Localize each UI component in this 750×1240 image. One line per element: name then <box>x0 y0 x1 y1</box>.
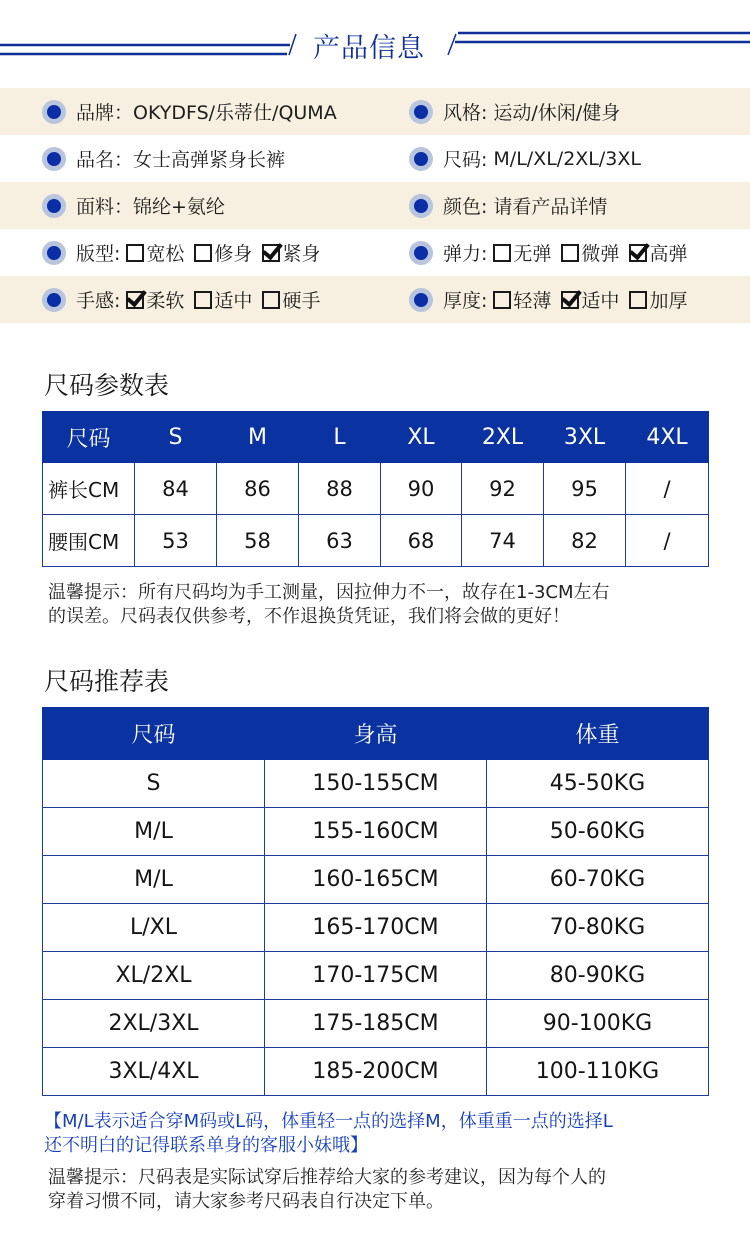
table-cell: 90-100KG <box>487 1000 709 1048</box>
table-cell: 50-60KG <box>487 808 709 856</box>
info-row <box>0 182 750 229</box>
table-cell: 150-155CM <box>265 760 487 808</box>
option-label: 修身 <box>214 243 253 265</box>
option-label: 加厚 <box>649 290 688 312</box>
table-row <box>43 904 709 952</box>
info-row <box>0 135 750 182</box>
info-label: 手感: <box>76 290 121 312</box>
checkbox-unchecked-icon <box>561 244 579 262</box>
bullet-icon <box>42 288 66 312</box>
table-cell: XL/2XL <box>43 952 265 1000</box>
checkbox-checked-icon <box>262 244 280 262</box>
column-header: 体重 <box>487 708 709 760</box>
thickness-option-thick <box>629 286 687 313</box>
info-row <box>0 229 750 276</box>
product-info-list <box>0 88 750 323</box>
table-cell: 155-160CM <box>265 808 487 856</box>
option-label: 轻薄 <box>513 290 552 312</box>
table-cell: 92 <box>462 463 544 515</box>
table-cell: 80-90KG <box>487 952 709 1000</box>
table-cell: 53 <box>135 515 217 567</box>
elasticity-option-high <box>629 239 687 266</box>
recommend-chart-blue-note <box>44 1110 744 1158</box>
info-value: 请看产品详情 <box>493 196 608 218</box>
note-line: 穿着习惯不同，请大家参考尺码表自行决定下单。 <box>48 1191 444 1212</box>
feel-option-hard <box>262 286 320 313</box>
elasticity-option-none <box>493 239 551 266</box>
table-cell: 160-165CM <box>265 856 487 904</box>
checkbox-unchecked-icon <box>194 291 212 309</box>
elasticity-option-slight <box>561 239 619 266</box>
bullet-icon <box>409 147 433 171</box>
column-header: 尺码 <box>43 412 135 463</box>
option-label: 硬手 <box>282 290 321 312</box>
fit-option-slim <box>194 239 252 266</box>
table-row <box>43 952 709 1000</box>
note-line: 温馨提示：尺码表是实际试穿后推荐给大家的参考建议，因为每个人的 <box>48 1167 606 1188</box>
bullet-icon <box>42 147 66 171</box>
thickness-option-medium <box>561 286 619 313</box>
row-label: 裤长CM <box>43 463 135 515</box>
info-material <box>42 192 225 219</box>
checkbox-unchecked-icon <box>493 244 511 262</box>
table-row <box>43 760 709 808</box>
table-cell: 84 <box>135 463 217 515</box>
info-product-name <box>42 145 285 172</box>
info-label: 版型: <box>76 243 121 265</box>
table-cell: 45-50KG <box>487 760 709 808</box>
table-cell: 70-80KG <box>487 904 709 952</box>
note-line: 还不明白的记得联系单身的客服小妹哦】 <box>44 1135 368 1156</box>
table-row <box>43 1000 709 1048</box>
table-row <box>43 808 709 856</box>
info-feel <box>42 286 330 313</box>
table-cell: M/L <box>43 808 265 856</box>
info-label: 颜色: <box>443 196 488 218</box>
table-cell: 74 <box>462 515 544 567</box>
table-cell: / <box>626 463 709 515</box>
checkbox-checked-icon <box>561 291 579 309</box>
table-row <box>43 515 709 567</box>
info-brand <box>42 98 337 125</box>
bullet-icon <box>409 241 433 265</box>
option-label: 微弹 <box>581 243 620 265</box>
table-row <box>43 1048 709 1096</box>
table-cell: 170-175CM <box>265 952 487 1000</box>
option-label: 适中 <box>581 290 620 312</box>
column-header: L <box>299 412 381 463</box>
info-thickness <box>409 286 697 313</box>
info-value: 锦纶+氨纶 <box>133 196 225 218</box>
info-value: 运动/休闲/健身 <box>493 102 621 124</box>
info-label: 品名： <box>76 149 134 171</box>
table-cell: M/L <box>43 856 265 904</box>
checkbox-unchecked-icon <box>126 244 144 262</box>
info-row <box>0 276 750 323</box>
info-elasticity <box>409 239 697 266</box>
column-header: XL <box>381 412 462 463</box>
info-label: 尺码: <box>443 149 488 171</box>
column-header: S <box>135 412 217 463</box>
option-label: 宽松 <box>146 243 185 265</box>
info-label: 弹力: <box>443 243 488 265</box>
size-chart-title: 尺码参数表 <box>44 371 170 400</box>
checkbox-checked-icon <box>629 244 647 262</box>
bullet-icon <box>42 241 66 265</box>
table-cell: L/XL <box>43 904 265 952</box>
column-header: 3XL <box>544 412 626 463</box>
info-fit <box>42 239 330 266</box>
column-header: 尺码 <box>43 708 265 760</box>
table-header-row <box>43 708 709 760</box>
table-cell: 100-110KG <box>487 1048 709 1096</box>
checkbox-unchecked-icon <box>493 291 511 309</box>
column-header: 身高 <box>265 708 487 760</box>
feel-option-medium <box>194 286 252 313</box>
note-line: 的误差。尺码表仅供参考，不作退换货凭证，我们将会做的更好！ <box>48 606 570 627</box>
table-cell: 95 <box>544 463 626 515</box>
info-label: 厚度: <box>443 290 488 312</box>
recommend-chart-title: 尺码推荐表 <box>44 667 170 696</box>
table-cell: 86 <box>217 463 299 515</box>
section-title-product-info: 产品信息 <box>313 33 425 64</box>
table-cell: 3XL/4XL <box>43 1048 265 1096</box>
table-cell: 90 <box>381 463 462 515</box>
bullet-icon <box>409 288 433 312</box>
bullet-icon <box>42 100 66 124</box>
column-header: 2XL <box>462 412 544 463</box>
option-label: 柔软 <box>146 290 185 312</box>
option-label: 高弹 <box>649 243 688 265</box>
column-header: M <box>217 412 299 463</box>
info-label: 品牌： <box>76 102 134 124</box>
table-cell: 68 <box>381 515 462 567</box>
table-cell: 185-200CM <box>265 1048 487 1096</box>
checkbox-unchecked-icon <box>629 291 647 309</box>
column-header: 4XL <box>626 412 709 463</box>
table-cell: / <box>626 515 709 567</box>
recommend-chart-table <box>42 707 709 1096</box>
info-style <box>409 98 620 125</box>
note-line: 【M/L表示适合穿M码或L码，体重轻一点的选择M，体重重一点的选择L <box>44 1111 613 1132</box>
size-chart-note <box>48 581 728 629</box>
option-label: 紧身 <box>282 243 321 265</box>
fit-option-tight <box>262 239 320 266</box>
table-cell: 63 <box>299 515 381 567</box>
table-row <box>43 856 709 904</box>
info-label: 风格: <box>443 102 488 124</box>
table-cell: 2XL/3XL <box>43 1000 265 1048</box>
info-sizes <box>409 145 641 172</box>
size-chart-table <box>42 411 709 567</box>
bullet-icon <box>409 100 433 124</box>
fit-option-loose <box>126 239 184 266</box>
checkbox-checked-icon <box>126 291 144 309</box>
info-value: OKYDFS/乐蒂仕/QUMA <box>133 102 337 124</box>
info-value: 女士高弹紧身长裤 <box>133 149 286 171</box>
info-row <box>0 88 750 135</box>
table-cell: 175-185CM <box>265 1000 487 1048</box>
option-label: 适中 <box>214 290 253 312</box>
checkbox-unchecked-icon <box>194 244 212 262</box>
table-row <box>43 463 709 515</box>
table-header-row <box>43 412 709 463</box>
table-cell: S <box>43 760 265 808</box>
bullet-icon <box>409 194 433 218</box>
table-cell: 58 <box>217 515 299 567</box>
info-value: M/L/XL/2XL/3XL <box>493 147 641 170</box>
section-header <box>0 0 750 88</box>
table-cell: 82 <box>544 515 626 567</box>
recommend-chart-note <box>48 1166 728 1214</box>
note-line: 温馨提示：所有尺码均为手工测量，因拉伸力不一，故存在1-3CM左右 <box>48 582 610 603</box>
table-cell: 88 <box>299 463 381 515</box>
thickness-option-thin <box>493 286 551 313</box>
table-cell: 60-70KG <box>487 856 709 904</box>
row-label: 腰围CM <box>43 515 135 567</box>
table-cell: 165-170CM <box>265 904 487 952</box>
info-color <box>409 192 607 219</box>
feel-option-soft <box>126 286 184 313</box>
info-label: 面料： <box>76 196 134 218</box>
checkbox-unchecked-icon <box>262 291 280 309</box>
option-label: 无弹 <box>513 243 552 265</box>
bullet-icon <box>42 194 66 218</box>
